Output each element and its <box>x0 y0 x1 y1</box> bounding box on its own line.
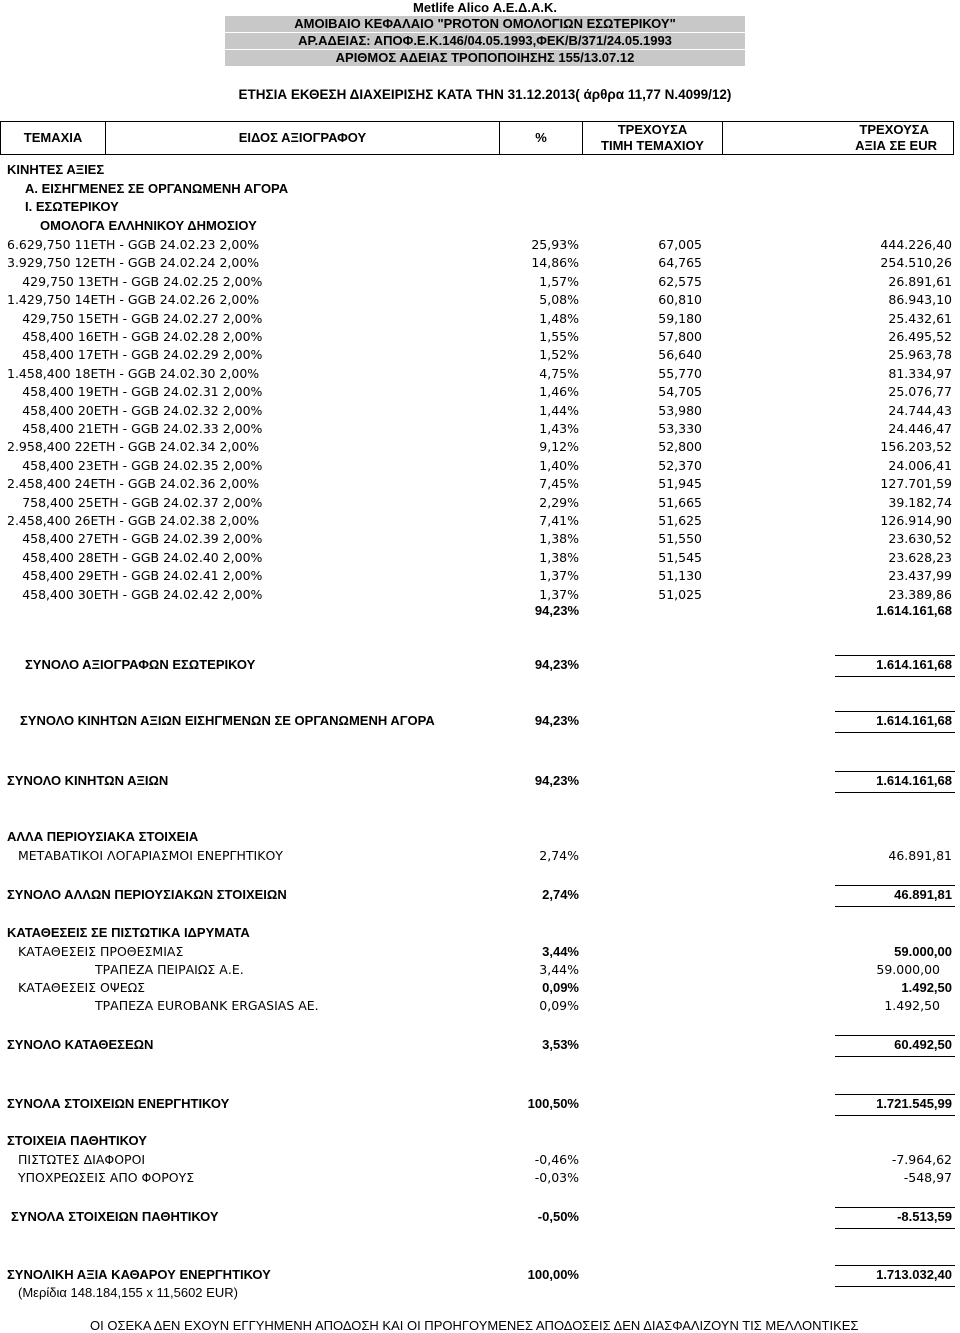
assets-total-label: ΣΥΝΟΛΑ ΣΤΟΙΧΕΙΩΝ ΕΝΕΡΓΗΤΙΚΟΥ <box>7 1096 230 1111</box>
holding-value: 127.701,59 <box>880 476 952 492</box>
holding-price: 62,575 <box>658 273 702 289</box>
holding-value: 25.432,61 <box>888 310 952 326</box>
holding-name: 458,400 20ΕΤΗ - GGB 24.02.32 2,00% <box>22 402 263 418</box>
holding-pct: 1,55% <box>539 329 579 344</box>
assets-total-pct: 100,50% <box>527 1096 579 1111</box>
holding-value: 23.437,99 <box>888 568 952 584</box>
term-bank-label: ΤΡΑΠΕΖΑ ΠΕΙΡΑΙΩΣ Α.Ε. <box>95 962 244 977</box>
table-row <box>0 310 960 328</box>
holding-price: 52,370 <box>658 457 702 473</box>
net-assets-value: 1.713.032,40 <box>876 1267 952 1282</box>
other-assets-total <box>0 886 960 904</box>
deposits-total-pct: 3,53% <box>542 1037 579 1052</box>
units-note: (Μερίδια 148.184,155 x 11,5602 EUR) <box>18 1285 238 1300</box>
total-domestic-pct: 94,23% <box>534 657 579 672</box>
holding-pct: 1,57% <box>539 273 579 289</box>
holding-price: 54,705 <box>658 384 702 400</box>
holding-pct: 1,38% <box>539 531 579 547</box>
table-row <box>0 567 960 585</box>
holding-name: 458,400 16ΕΤΗ - GGB 24.02.28 2,00% <box>22 329 263 344</box>
table-row <box>0 346 960 364</box>
holding-pct: 4,75% <box>539 365 579 381</box>
holding-price: 57,800 <box>658 329 702 344</box>
holding-pct: 7,41% <box>539 513 579 528</box>
holding-name: 429,750 13ΕΤΗ - GGB 24.02.25 2,00% <box>22 273 263 289</box>
deposits-total-label: ΣΥΝΟΛΟ ΚΑΤΑΘΕΣΕΩΝ <box>7 1037 154 1052</box>
col-price <box>582 121 723 155</box>
holding-value: 25.963,78 <box>888 347 952 363</box>
report-title: ΕΤΗΣΙΑ ΕΚΘΕΣΗ ΔΙΑΧΕΙΡΙΣΗΣ ΚΑΤΑ ΤΗΝ 31.12.2013( άρθρα 11,77 Ν.4099/12) <box>238 87 732 102</box>
assets-total <box>0 1095 960 1113</box>
holding-value: 24.446,47 <box>888 421 952 436</box>
col-pieces <box>0 121 106 155</box>
sight-bank-pct: 0,09% <box>539 998 579 1013</box>
holding-value: 26.891,61 <box>888 273 952 289</box>
holding-price: 51,025 <box>658 586 702 602</box>
table-row <box>0 438 960 456</box>
total-listed-label: ΣΥΝΟΛΟ ΚΙΝΗΤΩΝ ΑΞΙΩΝ ΕΙΣΗΓΜΕΝΩΝ ΣΕ ΟΡΓΑΝΩΜΕΝΗ ΑΓΟΡΑ <box>20 713 435 728</box>
creditors-label: ΠΙΣΤΩΤΕΣ ΔΙΑΦΟΡΟΙ <box>18 1152 146 1167</box>
holding-price: 52,800 <box>658 439 702 455</box>
holding-value: 23.630,52 <box>888 531 952 547</box>
tax-value: -548,97 <box>903 1170 952 1185</box>
sight-deposits-pct: 0,09% <box>542 980 579 995</box>
fund-name: ΑΜΟΙΒΑΙΟ ΚΕΦΑΛΑΙΟ "PROTON ΟΜΟΛΟΓΙΩΝ ΕΣΩΤΕΡΙΚΟΥ" <box>225 16 745 32</box>
creditors <box>0 1151 960 1169</box>
col-value-label-2: ΑΞΙΑ ΣΕ EUR <box>855 138 937 153</box>
holding-name: 1.458,400 18ΕΤΗ - GGB 24.02.30 2,00% <box>7 365 260 381</box>
other-assets-total-value: 46.891,81 <box>894 887 952 902</box>
net-assets-label: ΣΥΝΟΛΙΚΗ ΑΞΙΑ ΚΑΘΑΡΟΥ ΕΝΕΡΓΗΤΙΚΟΥ <box>7 1267 271 1282</box>
holding-name: 458,400 27ΕΤΗ - GGB 24.02.39 2,00% <box>22 531 263 547</box>
assets-total-value: 1.721.545,99 <box>876 1096 952 1111</box>
tax-pct: -0,03% <box>534 1170 579 1185</box>
holding-name: 458,400 19ΕΤΗ - GGB 24.02.31 2,00% <box>22 384 263 400</box>
holding-pct: 2,29% <box>539 494 579 510</box>
license-number: ΑΡ.ΑΔΕΙΑΣ: ΑΠΟΦ.Ε.Κ.146/04.05.1993,ΦΕΚ/Β/371/24.05.1993 <box>225 33 745 49</box>
section-domestic: Ι. ΕΣΩΤΕΡΙΚΟΥ <box>25 199 119 214</box>
term-deposits-pct: 3,44% <box>542 944 579 959</box>
subtotal-pct: 94,23% <box>534 603 579 618</box>
total-movable-label: ΣΥΝΟΛΟ ΚΙΝΗΤΩΝ ΑΞΙΩΝ <box>7 773 169 788</box>
liabilities-total-value: -8.513,59 <box>897 1209 952 1224</box>
term-bank-pct: 3,44% <box>539 962 579 977</box>
transitory-label: ΜΕΤΑΒΑΤΙΚΟΙ ΛΟΓΑΡΙΑΣΜΟΙ ΕΝΕΡΓΗΤΙΚΟΥ <box>18 848 283 863</box>
col-price-label-2: ΤΙΜΗ ΤΕΜΑΧΙΟΥ <box>601 138 704 153</box>
total-domestic-label: ΣΥΝΟΛΟ ΑΞΙΟΓΡΑΦΩΝ ΕΣΩΤΕΡΙΚΟΥ <box>25 657 256 672</box>
total-movable <box>0 772 960 790</box>
table-row <box>0 291 960 309</box>
holding-value: 254.510,26 <box>880 255 952 271</box>
sight-deposits-value: 1.492,50 <box>901 980 952 995</box>
creditors-value: -7.964,62 <box>891 1152 952 1167</box>
holding-pct: 1,48% <box>539 310 579 326</box>
liabilities-total-pct: -0,50% <box>537 1209 579 1224</box>
other-assets-heading: ΑΛΛΑ ΠΕΡΙΟΥΣΙΑΚΑ ΣΤΟΙΧΕΙΑ <box>7 829 199 844</box>
tax-liabilities <box>0 1169 960 1187</box>
section-listed: Α. ΕΙΣΗΓΜΕΝΕΣ ΣΕ ΟΡΓΑΝΩΜΕΝΗ ΑΓΟΡΑ <box>25 181 289 196</box>
sight-deposits <box>0 979 960 997</box>
table-row <box>0 475 960 493</box>
table-row <box>0 328 960 346</box>
holding-price: 67,005 <box>658 237 702 252</box>
sight-bank-value: 1.492,50 <box>884 998 940 1013</box>
holding-name: 2.458,400 26ΕΤΗ - GGB 24.02.38 2,00% <box>7 513 260 528</box>
holding-pct: 25,93% <box>531 237 579 252</box>
table-row <box>0 420 960 438</box>
holding-value: 23.389,86 <box>888 586 952 602</box>
holding-price: 56,640 <box>658 347 702 363</box>
col-type <box>105 121 500 155</box>
holding-name: 458,400 28ΕΤΗ - GGB 24.02.40 2,00% <box>22 549 263 565</box>
deposits-total <box>0 1036 960 1054</box>
sight-deposits-label: ΚΑΤΑΘΕΣΕΙΣ ΟΨΕΩΣ <box>18 980 146 995</box>
holding-value: 23.628,23 <box>888 549 952 565</box>
holding-value: 24.006,41 <box>888 457 952 473</box>
total-listed-pct: 94,23% <box>534 713 579 728</box>
col-pct <box>499 121 583 155</box>
holding-name: 2.958,400 22ΕΤΗ - GGB 24.02.34 2,00% <box>7 439 260 455</box>
holding-pct: 1,37% <box>539 586 579 602</box>
total-domestic <box>0 656 960 674</box>
table-row <box>0 494 960 512</box>
holding-pct: 1,46% <box>539 384 579 400</box>
holding-name: 458,400 29ΕΤΗ - GGB 24.02.41 2,00% <box>22 568 263 584</box>
tax-label: ΥΠΟΧΡΕΩΣΕΙΣ ΑΠΟ ΦΟΡΟΥΣ <box>18 1170 195 1185</box>
holding-pct: 1,43% <box>539 421 579 436</box>
term-deposits-value: 59.000,00 <box>894 944 952 959</box>
holding-pct: 9,12% <box>539 439 579 455</box>
holding-value: 81.334,97 <box>888 365 952 381</box>
holding-value: 444.226,40 <box>880 237 952 252</box>
subtotal-value: 1.614.161,68 <box>876 603 952 618</box>
holding-name: 429,750 15ΕΤΗ - GGB 24.02.27 2,00% <box>22 310 263 326</box>
holding-price: 53,980 <box>658 402 702 418</box>
creditors-pct: -0,46% <box>534 1152 579 1167</box>
holding-name: 3.929,750 12ΕΤΗ - GGB 24.02.24 2,00% <box>7 255 260 271</box>
holding-value: 24.744,43 <box>888 402 952 418</box>
holding-pct: 7,45% <box>539 476 579 492</box>
term-deposits <box>0 943 960 961</box>
amendment-license: ΑΡΙΘΜΟΣ ΑΔΕΙΑΣ ΤΡΟΠΟΠΟΙΗΣΗΣ 155/13.07.12 <box>225 50 745 66</box>
holding-name: 1.429,750 14ΕΤΗ - GGB 24.02.26 2,00% <box>7 292 260 308</box>
holding-pct: 5,08% <box>539 292 579 308</box>
holding-pct: 1,37% <box>539 568 579 584</box>
table-row <box>0 586 960 604</box>
term-deposits-label: ΚΑΤΑΘΕΣΕΙΣ ΠΡΟΘΕΣΜΙΑΣ <box>18 944 184 959</box>
other-assets-total-pct: 2,74% <box>542 887 579 902</box>
net-assets-pct: 100,00% <box>527 1267 579 1282</box>
holding-value: 86.943,10 <box>888 292 952 308</box>
table-row <box>0 530 960 548</box>
total-listed <box>0 712 960 730</box>
units-note-row <box>0 1284 960 1302</box>
holding-pct: 1,38% <box>539 549 579 565</box>
holding-price: 60,810 <box>658 292 702 308</box>
holding-price: 51,545 <box>658 549 702 565</box>
table-row <box>0 549 960 567</box>
company-name: Metlife Alico Α.Ε.Δ.Α.Κ. <box>413 0 557 15</box>
holding-price: 51,550 <box>658 531 702 547</box>
disclaimer: ΟΙ ΟΣΕΚΑ ΔΕΝ ΕΧΟΥΝ ΕΓΓΥΗΜΕΝΗ ΑΠΟΔΟΣΗ ΚΑΙ ΟΙ ΠΡΟΗΓΟΥΜΕΝΕΣ ΑΠΟΔΟΣΕΙΣ ΔΕΝ ΔΙΑΣΦΑΛΙΖΟΥΝ ΤΙΣ ΜΕΛΛΟΝΤΙΚΕΣ <box>90 1318 859 1333</box>
table-row <box>0 383 960 401</box>
table-row <box>0 236 960 254</box>
deposits-total-value: 60.492,50 <box>894 1037 952 1052</box>
holding-price: 64,765 <box>658 255 702 271</box>
holding-price: 51,665 <box>658 494 702 510</box>
holding-name: 458,400 21ΕΤΗ - GGB 24.02.33 2,00% <box>22 421 263 436</box>
holding-price: 53,330 <box>658 421 702 436</box>
holding-price: 51,625 <box>658 513 702 528</box>
holding-price: 59,180 <box>658 310 702 326</box>
holding-name: 2.458,400 24ΕΤΗ - GGB 24.02.36 2,00% <box>7 476 260 492</box>
col-value-label-1: ΤΡΕΧΟΥΣΑ <box>859 122 929 137</box>
holding-pct: 1,40% <box>539 457 579 473</box>
col-price-label-1: ΤΡΕΧΟΥΣΑ <box>617 122 688 137</box>
total-listed-value: 1.614.161,68 <box>876 713 952 728</box>
holding-price: 51,130 <box>658 568 702 584</box>
table-row <box>0 512 960 530</box>
holding-name: 458,400 30ΕΤΗ - GGB 24.02.42 2,00% <box>22 586 263 602</box>
section-bonds: ΟΜΟΛΟΓΑ ΕΛΛΗΝΙΚΟΥ ΔΗΜΟΣΙΟΥ <box>40 218 257 233</box>
total-domestic-value: 1.614.161,68 <box>876 657 952 672</box>
holding-pct: 14,86% <box>531 255 579 271</box>
holding-value: 25.076,77 <box>888 384 952 400</box>
table-row <box>0 273 960 291</box>
holding-pct: 1,44% <box>539 402 579 418</box>
transitory-accounts <box>0 847 960 865</box>
col-type-label: ΕΙΔΟΣ ΑΞΙΟΓΡΑΦΟΥ <box>238 130 367 145</box>
term-bank-value: 59.000,00 <box>876 962 940 977</box>
other-assets-total-label: ΣΥΝΟΛΟ ΑΛΛΩΝ ΠΕΡΙΟΥΣΙΑΚΩΝ ΣΤΟΙΧΕΙΩΝ <box>7 887 287 902</box>
table-row <box>0 365 960 383</box>
holding-pct: 1,52% <box>539 347 579 363</box>
holding-value: 126.914,90 <box>880 513 952 528</box>
holding-value: 39.182,74 <box>888 494 952 510</box>
holding-value: 26.495,52 <box>888 329 952 344</box>
sight-deposits-bank <box>0 997 960 1015</box>
table-row <box>0 402 960 420</box>
holding-name: 6.629,750 11ΕΤΗ - GGB 24.02.23 2,00% <box>7 237 260 252</box>
holding-name: 458,400 23ΕΤΗ - GGB 24.02.35 2,00% <box>22 457 263 473</box>
table-row <box>0 254 960 272</box>
transitory-pct: 2,74% <box>539 848 579 863</box>
col-pct-label: % <box>535 130 547 145</box>
total-movable-value: 1.614.161,68 <box>876 773 952 788</box>
holding-name: 458,400 17ΕΤΗ - GGB 24.02.29 2,00% <box>22 347 263 363</box>
liabilities-total <box>0 1208 960 1226</box>
holding-price: 55,770 <box>658 365 702 381</box>
liabilities-heading: ΣΤΟΙΧΕΙΑ ΠΑΘΗΤΙΚΟΥ <box>7 1133 147 1148</box>
net-assets <box>0 1266 960 1284</box>
holdings-subtotal <box>0 602 960 620</box>
col-pieces-label: ΤΕΜΑΧΙΑ <box>23 130 83 145</box>
col-value <box>722 121 954 155</box>
total-movable-pct: 94,23% <box>534 773 579 788</box>
transitory-value: 46.891,81 <box>888 848 952 863</box>
sight-bank-label: ΤΡΑΠΕΖΑ EUROBANK ERGASIAS AE. <box>95 998 319 1013</box>
holding-name: 758,400 25ΕΤΗ - GGB 24.02.37 2,00% <box>22 494 263 510</box>
deposits-heading: ΚΑΤΑΘΕΣΕΙΣ ΣΕ ΠΙΣΤΩΤΙΚΑ ΙΔΡΥΜΑΤΑ <box>7 925 250 940</box>
section-movable: ΚΙΝΗΤΕΣ ΑΞΙΕΣ <box>7 162 105 177</box>
term-deposits-bank <box>0 961 960 979</box>
table-row <box>0 457 960 475</box>
holding-value: 156.203,52 <box>880 439 952 455</box>
holding-price: 51,945 <box>658 476 702 492</box>
liabilities-total-label: ΣΥΝΟΛΑ ΣΤΟΙΧΕΙΩΝ ΠΑΘΗΤΙΚΟΥ <box>11 1209 219 1224</box>
